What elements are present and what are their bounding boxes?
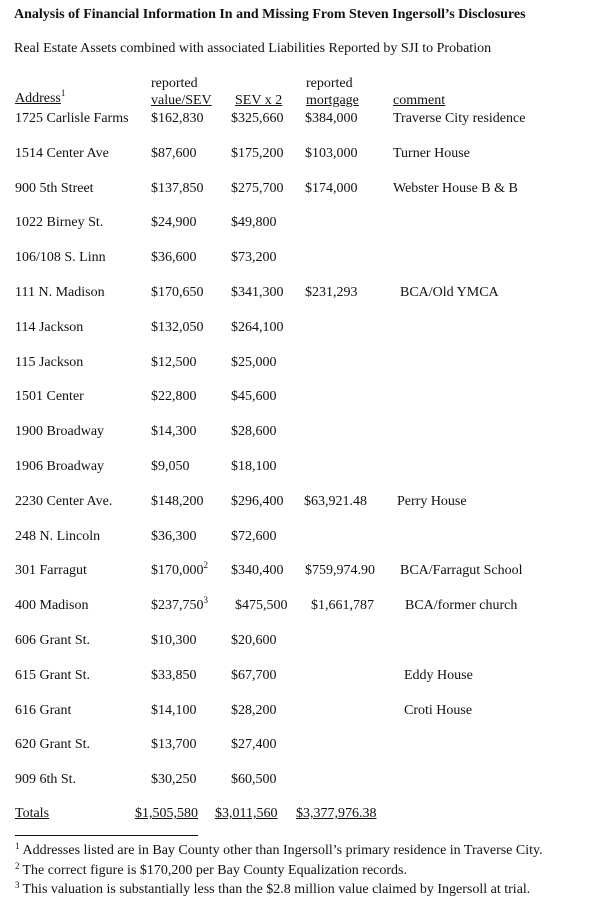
header-mortgage-bottom: mortgage <box>306 93 359 108</box>
header-sev-bottom: value/SEV <box>151 93 212 108</box>
mortgage-cell: $103,000 <box>305 146 358 161</box>
sev-x2-cell: $49,800 <box>231 215 277 230</box>
address-cell: 1725 Carlisle Farms <box>15 111 129 126</box>
mortgage-cell: $231,293 <box>305 285 358 300</box>
header-sev-x2-label: SEV x 2 <box>235 93 283 108</box>
sev-x2-cell: $341,300 <box>231 285 284 300</box>
sev-x2-cell: $340,400 <box>231 563 284 578</box>
sev-value: $162,830 <box>151 111 204 126</box>
sev-x2-cell: $175,200 <box>231 146 284 161</box>
totals-row <box>0 804 600 824</box>
table-row <box>0 387 600 407</box>
comment-cell: Eddy House <box>404 668 473 683</box>
sev-x2-cell: $27,400 <box>231 737 277 752</box>
sev-x2-cell: $72,600 <box>231 529 277 544</box>
table-row <box>0 422 600 442</box>
address-cell: 111 N. Madison <box>15 285 105 300</box>
sev-x2-cell: $264,100 <box>231 320 284 335</box>
sev-cell <box>151 666 197 686</box>
sev-value: $36,300 <box>151 529 197 544</box>
sev-cell <box>151 144 197 164</box>
totals-label: Totals <box>15 806 50 821</box>
address-cell: 115 Jackson <box>15 355 84 370</box>
header-address <box>15 90 65 107</box>
sev-value: $87,600 <box>151 146 197 161</box>
header-sev-top: reported <box>151 76 198 91</box>
sev-x2-cell: $45,600 <box>231 389 277 404</box>
address-cell: 606 Grant St. <box>15 633 91 648</box>
mortgage-cell: $1,661,787 <box>311 598 374 613</box>
footnote-1-text: Addresses listed are in Bay County other than Ingersoll’s primary residence in Traverse City. <box>22 843 543 858</box>
address-cell: 1900 Broadway <box>15 424 105 439</box>
table-row <box>0 596 600 616</box>
header-comment <box>393 92 445 109</box>
mortgage-cell: $759,974.90 <box>305 563 375 578</box>
sev-footnote-mark: 3 <box>203 595 208 605</box>
table-row <box>0 770 600 790</box>
sev-value: $24,900 <box>151 215 197 230</box>
sev-cell <box>151 457 190 477</box>
address-cell: 900 5th Street <box>15 181 94 196</box>
sev-x2-cell: $275,700 <box>231 181 284 196</box>
header-comment-label: comment <box>393 93 446 108</box>
address-cell: 1022 Birney St. <box>15 215 104 230</box>
sev-value: $137,850 <box>151 181 204 196</box>
sev-footnote-mark: 2 <box>203 560 208 570</box>
sev-x2-cell: $60,500 <box>231 772 277 787</box>
header-address-label: Address <box>15 91 61 106</box>
sev-cell <box>151 318 204 338</box>
table-row <box>0 457 600 477</box>
sev-value: $22,800 <box>151 389 197 404</box>
comment-cell: BCA/former church <box>405 598 518 613</box>
sev-cell <box>151 770 197 790</box>
footnote-3-text: This valuation is substantially less than the $2.8 million value claimed by Ingersoll at trial. <box>22 882 531 897</box>
sev-value: $12,500 <box>151 355 197 370</box>
sev-cell <box>151 596 208 616</box>
sev-value: $170,650 <box>151 285 204 300</box>
comment-cell: BCA/Farragut School <box>400 563 523 578</box>
sev-cell <box>151 387 197 407</box>
table-row <box>0 213 600 233</box>
mortgage-cell: $174,000 <box>305 181 358 196</box>
sev-x2-cell: $475,500 <box>235 598 288 613</box>
sev-cell <box>151 248 197 268</box>
table-row <box>0 666 600 686</box>
address-cell: 620 Grant St. <box>15 737 91 752</box>
comment-cell: Traverse City residence <box>393 111 526 126</box>
totals-sev: $1,505,580 <box>135 806 198 821</box>
footnote-1 <box>15 842 543 859</box>
sev-cell <box>151 527 197 547</box>
address-cell: 615 Grant St. <box>15 668 91 683</box>
sev-value: $36,600 <box>151 250 197 265</box>
table-row <box>0 492 600 512</box>
footnote-2-text: The correct figure is $170,200 per Bay County Equalization records. <box>22 863 407 878</box>
sev-x2-cell: $20,600 <box>231 633 277 648</box>
comment-cell: Croti House <box>404 703 473 718</box>
sev-value: $9,050 <box>151 459 190 474</box>
footnote-2-mark: 2 <box>15 861 20 871</box>
sev-value: $33,850 <box>151 668 197 683</box>
sev-x2-cell: $67,700 <box>231 668 277 683</box>
address-cell: 248 N. Lincoln <box>15 529 101 544</box>
comment-cell: Turner House <box>393 146 470 161</box>
sev-cell <box>151 353 197 373</box>
sev-cell <box>151 422 197 442</box>
sev-x2-cell: $28,200 <box>231 703 277 718</box>
sev-cell <box>151 561 208 581</box>
address-cell: 106/108 S. Linn <box>15 250 106 265</box>
table-row <box>0 248 600 268</box>
sev-cell <box>151 701 197 721</box>
sev-value: $14,100 <box>151 703 197 718</box>
sev-value: $14,300 <box>151 424 197 439</box>
footnote-1-mark: 1 <box>15 841 20 851</box>
sev-cell <box>151 283 204 303</box>
header-sev <box>151 75 212 109</box>
address-cell: 400 Madison <box>15 598 89 613</box>
sev-value: $237,750 <box>151 598 204 613</box>
table-row <box>0 283 600 303</box>
address-cell: 1501 Center <box>15 389 84 404</box>
address-cell: 1906 Broadway <box>15 459 105 474</box>
sev-x2-cell: $325,660 <box>231 111 284 126</box>
header-address-footnote-mark: 1 <box>60 88 66 98</box>
sev-value: $170,000 <box>151 563 204 578</box>
address-cell: 1514 Center Ave <box>15 146 109 161</box>
table-row <box>0 561 600 581</box>
address-cell: 616 Grant <box>15 703 72 718</box>
table-row <box>0 735 600 755</box>
sev-cell <box>151 492 204 512</box>
sev-value: $10,300 <box>151 633 197 648</box>
header-mortgage-top: reported <box>306 76 353 91</box>
document-subtitle: Real Estate Assets combined with associated Liabilities Reported by SJI to Probation <box>14 41 492 56</box>
sev-cell <box>151 109 204 129</box>
sev-x2-cell: $28,600 <box>231 424 277 439</box>
comment-cell: BCA/Old YMCA <box>400 285 499 300</box>
totals-sev-x2: $3,011,560 <box>215 806 278 821</box>
totals-mortgage: $3,377,976.38 <box>296 806 377 821</box>
sev-value: $30,250 <box>151 772 197 787</box>
sev-cell <box>151 213 197 233</box>
mortgage-cell: $384,000 <box>305 111 358 126</box>
comment-cell: Webster House B & B <box>393 181 518 196</box>
sev-cell <box>151 631 197 651</box>
footnote-2 <box>15 862 407 879</box>
address-cell: 909 6th St. <box>15 772 77 787</box>
table-row <box>0 318 600 338</box>
document-title: Analysis of Financial Information In and Missing From Steven Ingersoll’s Disclosures <box>14 7 526 22</box>
sev-value: $148,200 <box>151 494 204 509</box>
address-cell: 2230 Center Ave. <box>15 494 113 509</box>
table-row <box>0 631 600 651</box>
header-mortgage <box>306 75 359 109</box>
sev-cell <box>151 179 204 199</box>
table-row <box>0 144 600 164</box>
sev-x2-cell: $73,200 <box>231 250 277 265</box>
address-cell: 301 Farragut <box>15 563 87 578</box>
sev-value: $13,700 <box>151 737 197 752</box>
sev-x2-cell: $25,000 <box>231 355 277 370</box>
table-row <box>0 527 600 547</box>
table-row <box>0 701 600 721</box>
footnote-3 <box>15 881 530 898</box>
address-cell: 114 Jackson <box>15 320 84 335</box>
sev-x2-cell: $296,400 <box>231 494 284 509</box>
table-row <box>0 179 600 199</box>
table-row <box>0 109 600 129</box>
mortgage-cell: $63,921.48 <box>304 494 367 509</box>
header-sev-x2 <box>235 92 282 109</box>
footnote-3-mark: 3 <box>15 880 20 890</box>
sev-value: $132,050 <box>151 320 204 335</box>
sev-cell <box>151 735 197 755</box>
comment-cell: Perry House <box>397 494 467 509</box>
footnote-divider <box>15 835 198 836</box>
table-row <box>0 353 600 373</box>
sev-x2-cell: $18,100 <box>231 459 277 474</box>
